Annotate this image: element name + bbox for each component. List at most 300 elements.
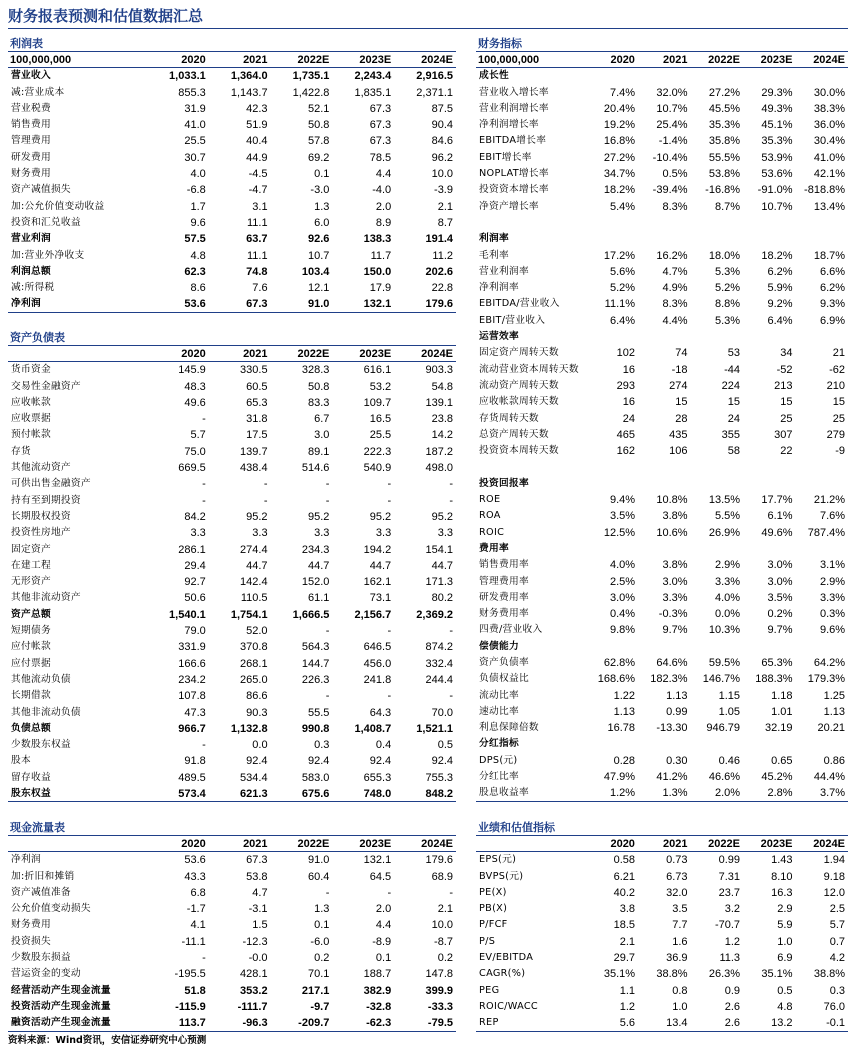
cell-value: 1,735.1 — [292, 70, 330, 83]
cell-value: 6.8 — [190, 886, 206, 899]
row-label: 加:折旧和摊销 — [11, 870, 75, 882]
table-row — [8, 737, 456, 753]
cell-value: 222.3 — [363, 445, 392, 458]
cell-value: 188.7 — [363, 968, 392, 981]
cell-value: 92.7 — [184, 576, 206, 589]
row-label: 利润总额 — [11, 265, 51, 277]
cell-value — [691, 459, 744, 475]
cell-value: -4.0 — [372, 184, 392, 197]
cell-value: 16.5 — [369, 413, 392, 426]
cell-value: 152.0 — [301, 576, 330, 589]
income-statement-table — [8, 36, 456, 313]
cell-value: 7.4% — [609, 86, 636, 99]
cell-value — [796, 639, 849, 655]
cell-value: 11.2 — [432, 249, 453, 262]
row-label: 公允价值变动损失 — [11, 903, 91, 915]
table-row — [8, 427, 456, 443]
table-row — [8, 917, 456, 933]
cell-value: 2.5 — [829, 903, 846, 916]
cell-value: 286.1 — [178, 543, 206, 556]
cell-value: 2.0 — [375, 200, 392, 213]
cell-value: 22.8 — [431, 282, 453, 295]
table-row — [476, 934, 848, 950]
cell-value: 64.3 — [369, 706, 392, 719]
table-row — [8, 901, 456, 917]
section-title: 现金流量表 — [8, 820, 456, 836]
table-row — [8, 672, 456, 688]
row-label: 净利润增长率 — [479, 119, 539, 131]
table-row — [8, 411, 456, 427]
cell-value: 54.8 — [431, 380, 453, 393]
cell-value: 92.4 — [307, 755, 330, 768]
cell-value — [743, 329, 796, 345]
row-label: P/S — [479, 935, 496, 947]
cell-value: 0.99 — [666, 705, 688, 718]
cell-value: 0.0% — [714, 608, 741, 621]
row-label: 减:营业成本 — [11, 86, 65, 98]
cell-value: -1.4% — [658, 135, 688, 148]
table-row — [476, 280, 848, 296]
cell-value: 0.4 — [375, 739, 392, 752]
cell-value: 187.2 — [425, 445, 453, 458]
cell-value: 162 — [616, 445, 636, 458]
table-row — [8, 852, 456, 868]
cell-value: 3.3% — [714, 575, 741, 588]
table-row — [8, 476, 456, 492]
cell-value — [638, 639, 691, 655]
cell-value: - — [202, 413, 206, 426]
cell-value: 1,408.7 — [354, 722, 392, 735]
cell-value: 62.8% — [603, 656, 636, 669]
row-label: ROA — [479, 510, 501, 522]
table-row — [476, 264, 848, 280]
cell-value: 154.1 — [425, 543, 453, 556]
cell-value — [586, 215, 639, 231]
row-label: 研发费用 — [11, 151, 51, 163]
cell-value: 103.4 — [301, 265, 330, 278]
cell-value: 90.3 — [246, 706, 268, 719]
row-label: 营业利润 — [11, 233, 51, 245]
column-header: 2021 — [662, 54, 688, 66]
table-row — [8, 231, 456, 247]
cell-value: -18 — [671, 363, 688, 376]
table-row — [476, 917, 848, 933]
row-label: CAGR(%) — [479, 968, 526, 980]
cell-value: 13.5% — [708, 494, 741, 507]
cell-value: -13.30 — [656, 722, 688, 735]
cell-value: 1,835.1 — [354, 86, 392, 99]
cell-value — [743, 68, 796, 84]
cell-value: 18.7% — [813, 249, 846, 262]
cell-value — [638, 736, 691, 752]
cell-value: 5.2% — [714, 282, 741, 295]
cell-value: 6.1% — [767, 510, 793, 523]
cell-value: 2,916.5 — [416, 70, 453, 83]
table-row — [8, 362, 456, 378]
cell-value: 1.7 — [190, 200, 206, 213]
cell-value: 0.1 — [314, 919, 330, 932]
cell-value: 0.3 — [829, 984, 846, 997]
cell-value: 6.2% — [767, 265, 793, 278]
cell-value: 15 — [675, 396, 688, 409]
cell-value: 50.8 — [307, 119, 330, 132]
cell-value: 27.2% — [708, 86, 741, 99]
column-header: 2021 — [243, 54, 268, 66]
table-row — [476, 574, 848, 590]
cell-value: 22 — [780, 445, 793, 458]
cell-value: 1.94 — [823, 854, 846, 867]
cell-value: 353.2 — [240, 984, 268, 997]
cell-value: 110.5 — [240, 592, 268, 605]
cell-value: 42.3 — [246, 102, 268, 115]
cell-value: 35.1% — [603, 968, 636, 981]
cell-value: 748.0 — [363, 788, 392, 801]
cell-value: 1.22 — [613, 689, 636, 702]
cell-value: 25 — [832, 412, 846, 425]
cell-value: 5.2% — [609, 282, 636, 295]
table-row — [8, 379, 456, 395]
table-row — [476, 525, 848, 541]
cell-value: 428.1 — [240, 968, 268, 981]
table-row — [8, 150, 456, 166]
cell-value: 2,156.7 — [354, 608, 392, 621]
cell-value: -70.7 — [714, 919, 741, 932]
cell-value: 2.1 — [437, 903, 453, 916]
cell-value: 80.2 — [431, 592, 453, 605]
cell-value: 3.3% — [662, 591, 688, 604]
cell-value: 83.3 — [307, 396, 330, 409]
cell-value: 65.3% — [761, 656, 793, 669]
table-row — [476, 85, 848, 101]
cell-value: 10.7% — [656, 102, 688, 115]
cell-value: 5.9 — [777, 919, 793, 932]
row-label: 持有至到期投资 — [11, 494, 81, 506]
cell-value: 147.8 — [425, 968, 453, 981]
table-row — [8, 264, 456, 280]
cell-value: 279 — [826, 428, 846, 441]
cell-value: 24 — [622, 412, 636, 425]
cell-value: 0.1 — [314, 168, 330, 181]
cell-value: 2.5% — [609, 575, 636, 588]
cell-value: 3.0% — [662, 575, 688, 588]
cell-value: 0.4% — [609, 608, 636, 621]
unit-label: 100,000,000 — [10, 54, 72, 66]
cell-value: - — [325, 625, 330, 638]
row-label: 财务费用率 — [479, 608, 529, 620]
cell-value: 31.8 — [246, 413, 268, 426]
cell-value: 53.2 — [369, 380, 392, 393]
cell-value: - — [325, 478, 330, 491]
cell-value: 498.0 — [425, 462, 453, 475]
cell-value — [796, 215, 849, 231]
cell-value — [796, 459, 849, 475]
cell-value: 1.3 — [314, 200, 330, 213]
row-label: EBITDA/营业收入 — [479, 298, 560, 310]
cell-value: - — [387, 690, 392, 703]
table-header-row — [476, 52, 848, 68]
balance-sheet-table — [8, 330, 456, 802]
cell-value: 90.4 — [431, 119, 453, 132]
table-row — [476, 950, 848, 966]
cell-value: 5.3% — [714, 265, 741, 278]
row-label: 营业利润率 — [479, 265, 529, 277]
row-label: EV/EBITDA — [479, 952, 534, 964]
column-header: 2024E — [813, 54, 845, 66]
cell-value: -62.3 — [366, 1017, 392, 1030]
table-row — [476, 248, 848, 264]
row-label — [476, 215, 586, 231]
cell-value: 10.7% — [761, 200, 793, 213]
row-label: 其他非流动资产 — [11, 592, 81, 604]
cell-value: 57.8 — [307, 135, 330, 148]
row-label: 应收帐款 — [11, 396, 51, 408]
row-label: 流动营业资本周转天数 — [479, 363, 579, 375]
cell-value: 514.6 — [301, 462, 330, 475]
cell-value: 1,754.1 — [230, 608, 268, 621]
column-header: 2020 — [610, 838, 635, 850]
cell-value: 35.3% — [761, 135, 793, 148]
subsection-row — [476, 476, 848, 492]
row-label: ROIC/WACC — [479, 1000, 538, 1012]
cell-value: 4.4 — [375, 168, 392, 181]
cell-value: 36.9 — [666, 952, 688, 965]
table-row — [8, 199, 456, 215]
table-row — [8, 966, 456, 982]
row-label: 净利润率 — [479, 282, 519, 294]
cell-value: 53.9% — [761, 151, 793, 164]
table-header-row — [8, 346, 456, 362]
cell-value: 38.8% — [813, 968, 846, 981]
cell-value: 10.6% — [656, 526, 688, 539]
row-label: 营业收入 — [11, 70, 51, 82]
table-row — [476, 378, 848, 394]
column-header: 2023E — [359, 838, 392, 850]
table-row — [476, 166, 848, 182]
cell-value: -0.3% — [658, 608, 688, 621]
cell-value: 145.9 — [178, 364, 206, 377]
row-label: 加:公允价值变动收益 — [11, 200, 105, 212]
cell-value: 35.3% — [708, 119, 741, 132]
cell-value: 15 — [780, 396, 793, 409]
cell-value — [586, 541, 639, 557]
cell-value: - — [449, 478, 453, 491]
table-row — [8, 166, 456, 182]
row-label: 交易性金融资产 — [11, 380, 81, 392]
cell-value: 268.1 — [240, 657, 268, 670]
cell-value: 202.6 — [425, 265, 453, 278]
cell-value: 76.0 — [823, 1000, 846, 1013]
cell-value: 24 — [727, 412, 741, 425]
cell-value: 58 — [727, 445, 741, 458]
row-label: 资产减值损失 — [11, 184, 71, 196]
cell-value — [691, 476, 744, 492]
cell-value: 16 — [622, 363, 636, 376]
cell-value — [743, 231, 796, 247]
row-label: 可供出售金融资产 — [11, 478, 91, 490]
cell-value: 10.7 — [307, 249, 330, 262]
cell-value: 18.2% — [603, 184, 636, 197]
cell-value: 946.79 — [706, 722, 741, 735]
cell-value: 107.8 — [178, 690, 206, 703]
cell-value: 44.7 — [246, 559, 268, 572]
cell-value: 1,540.1 — [169, 608, 206, 621]
row-label: 存货周转天数 — [479, 412, 539, 424]
cell-value: 44.7 — [431, 559, 453, 572]
table-row — [476, 411, 848, 427]
cell-value: 2.6 — [724, 1017, 741, 1030]
cell-value: 179.6 — [425, 298, 453, 311]
row-label: 分红比率 — [479, 771, 519, 783]
cell-value: 74.8 — [246, 265, 268, 278]
cell-value: 241.8 — [363, 673, 392, 686]
cell-value: 855.3 — [178, 86, 206, 99]
cell-value: 7.31 — [718, 870, 741, 883]
cell-value: 5.4% — [609, 200, 636, 213]
row-label: 管理费用 — [11, 135, 51, 147]
table-header-row — [8, 836, 456, 852]
cell-value: 102 — [616, 347, 636, 360]
cell-value — [586, 68, 639, 84]
cell-value: 616.1 — [363, 364, 392, 377]
cell-value: 55.5% — [708, 151, 741, 164]
table-row — [476, 671, 848, 687]
row-label: 少数股东权益 — [11, 739, 71, 751]
cell-value: 53.8 — [246, 870, 268, 883]
cell-value: 150.0 — [363, 265, 392, 278]
cell-value: 655.3 — [363, 771, 392, 784]
cell-value: 10.8% — [656, 494, 688, 507]
table-row — [8, 85, 456, 101]
cell-value: 25 — [780, 412, 793, 425]
cell-value: 132.1 — [363, 298, 392, 311]
row-label: 流动资产周转天数 — [479, 379, 559, 391]
table-row — [8, 574, 456, 590]
cell-value — [796, 476, 849, 492]
table-row — [8, 705, 456, 721]
cell-value: 29.3% — [761, 86, 793, 99]
cell-value: 10.0 — [431, 919, 453, 932]
table-row — [8, 558, 456, 574]
cell-value — [691, 68, 744, 84]
table-row — [476, 966, 848, 982]
cell-value: 274.4 — [240, 543, 268, 556]
row-label: EBITDA增长率 — [479, 135, 547, 147]
cell-value: 224 — [721, 379, 741, 392]
cell-value: 0.2% — [767, 608, 793, 621]
row-label: NOPLAT增长率 — [479, 168, 549, 180]
cell-value: 162.1 — [363, 576, 392, 589]
cell-value: 67.3 — [369, 102, 392, 115]
cell-value: 191.4 — [425, 233, 453, 246]
cell-value: -79.5 — [427, 1017, 453, 1030]
cell-value: 53.6 — [184, 854, 206, 867]
subsection-row — [476, 639, 848, 655]
cell-value: 15 — [832, 396, 846, 409]
cell-value: 4.9% — [662, 282, 688, 295]
table-row — [8, 983, 456, 999]
table-row — [476, 901, 848, 917]
cell-value: 4.0% — [609, 559, 636, 572]
cell-value: 1.0 — [777, 935, 793, 948]
cell-value: 10.3% — [708, 624, 741, 637]
column-header: 2020 — [181, 54, 206, 66]
cell-value: 274 — [669, 379, 688, 392]
cell-value: 1,521.1 — [416, 722, 453, 735]
row-label: 无形资产 — [11, 576, 51, 588]
cell-value: -4.5 — [248, 168, 268, 181]
row-label: 销售费用 — [11, 119, 51, 131]
unit-label — [8, 836, 147, 851]
cell-value: 3.0% — [767, 575, 793, 588]
column-header: 2020 — [181, 348, 206, 360]
cell-value: 3.7% — [819, 787, 846, 800]
cell-value: 68.9 — [431, 870, 453, 883]
cell-value: -111.7 — [237, 1000, 268, 1013]
cell-value: 8.9 — [375, 216, 392, 229]
table-row — [8, 770, 456, 786]
cell-value: 40.4 — [246, 135, 268, 148]
cell-value: 91.0 — [307, 854, 330, 867]
cell-value: 95.2 — [307, 510, 330, 523]
table-row — [8, 101, 456, 117]
cell-value: 45.1% — [761, 119, 793, 132]
cell-value: 4.4% — [662, 314, 688, 327]
cell-value: 25.4% — [656, 119, 688, 132]
table-row — [476, 199, 848, 215]
row-label: ROIC — [479, 526, 505, 538]
cell-value: 1.5 — [252, 919, 268, 932]
cell-value: 534.4 — [240, 771, 268, 784]
cell-value: 87.5 — [431, 102, 453, 115]
cell-value: 3.1% — [819, 559, 846, 572]
cell-value: 67.3 — [369, 119, 392, 132]
financial-indicators-table — [476, 36, 848, 802]
cell-value: 75.0 — [184, 445, 206, 458]
cell-value: 0.2 — [314, 952, 330, 965]
cell-value: 3.0% — [767, 559, 793, 572]
cell-value: 11.3 — [719, 952, 741, 965]
cell-value: 92.6 — [307, 233, 330, 246]
cell-value — [796, 68, 849, 84]
cell-value: 14.2 — [431, 429, 453, 442]
cell-value: 17.9 — [369, 282, 392, 295]
cell-value: -9 — [835, 445, 846, 458]
cell-value: 17.7% — [761, 494, 793, 507]
cell-value: 11.7 — [370, 249, 392, 262]
cell-value: 7.6 — [252, 282, 268, 295]
cell-value: 32.0% — [656, 86, 688, 99]
cell-value: -6.8 — [186, 184, 206, 197]
cell-value: -195.5 — [174, 968, 206, 981]
row-label: 分红指标 — [479, 738, 519, 750]
row-label: 股本 — [11, 755, 31, 767]
cell-value: 4.7 — [252, 886, 268, 899]
cell-value: 4.1 — [190, 919, 206, 932]
cell-value: 4.2 — [829, 952, 846, 965]
table-row — [476, 1015, 848, 1031]
cell-value: 9.6% — [819, 624, 846, 637]
cell-value: 5.7 — [190, 429, 206, 442]
table-row — [476, 313, 848, 329]
column-header: 2023E — [359, 54, 392, 66]
cell-value: -52 — [776, 363, 793, 376]
cell-value: 0.7 — [829, 935, 846, 948]
cell-value: -1.7 — [186, 903, 206, 916]
cell-value: 990.8 — [301, 722, 330, 735]
row-label: 净利润 — [11, 298, 41, 310]
cell-value — [796, 541, 849, 557]
row-label: 资产负债率 — [479, 656, 529, 668]
